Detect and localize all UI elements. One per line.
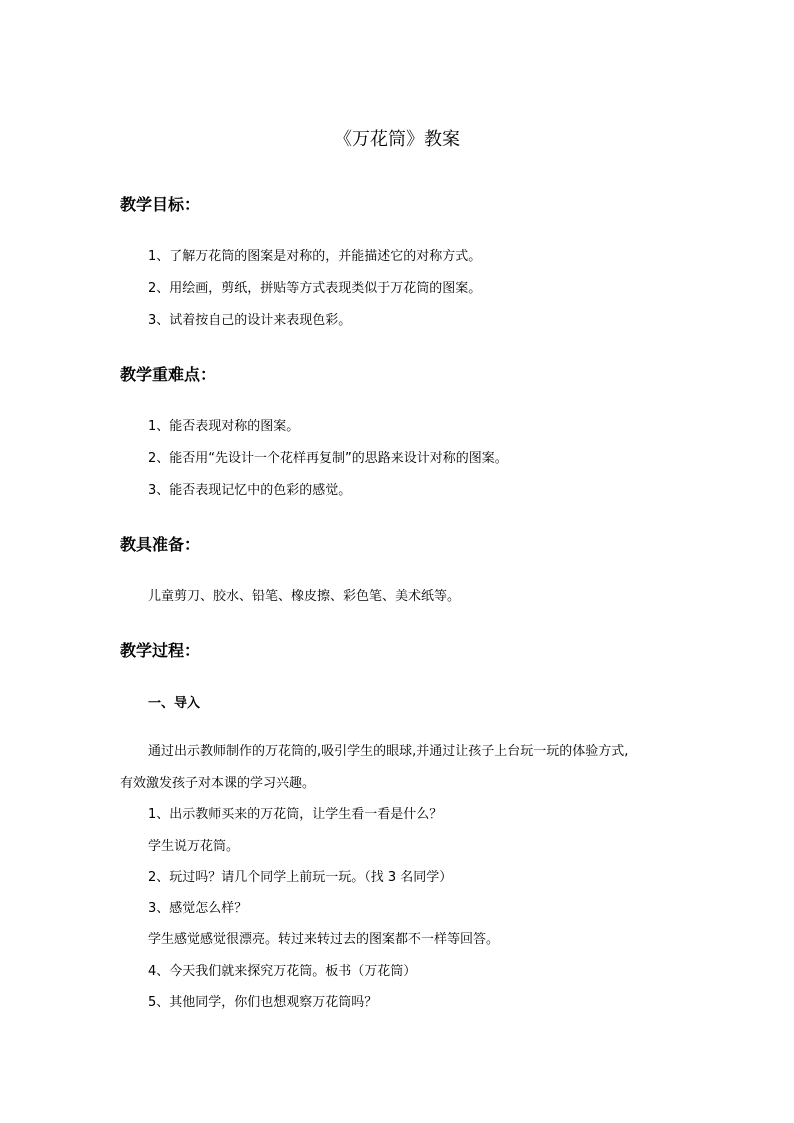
intro-paragraph-line: 通过出示教师制作的万花筒的,吸引学生的眼球,并通过让孩子上台玩一玩的体验方式, bbox=[148, 744, 629, 759]
subsection-heading-intro: 一、导入 bbox=[148, 696, 201, 711]
process-line: 学生说万花筒。 bbox=[148, 839, 240, 854]
process-line: 学生感觉感觉很漂亮。转过来转过去的图案都不一样等回答。 bbox=[148, 932, 500, 947]
section-heading-materials: 教具准备： bbox=[120, 535, 201, 554]
section-heading-difficulties: 教学重难点： bbox=[120, 365, 217, 384]
process-line: 3、感觉怎么样？ bbox=[148, 901, 248, 916]
difficulty-item: 2、能否用“先设计一个花样再复制”的思路来设计对称的图案。 bbox=[148, 451, 508, 466]
difficulty-item: 3、能否表现记忆中的色彩的感觉。 bbox=[148, 483, 352, 498]
intro-paragraph-line: 有效激发孩子对本课的学习兴趣。 bbox=[120, 776, 316, 791]
goal-item: 2、用绘画，剪纸，拼贴等方式表现类似于万花筒的图案。 bbox=[148, 281, 482, 296]
section-heading-process: 教学过程： bbox=[120, 641, 201, 660]
goal-item: 3、试着按自己的设计来表现色彩。 bbox=[148, 313, 352, 328]
document-title: 《万花筒》教案 bbox=[334, 129, 460, 150]
process-line: 2、玩过吗？请几个同学上前玩一玩。（找 3 名同学） bbox=[148, 870, 453, 885]
section-heading-goals: 教学目标： bbox=[120, 195, 201, 214]
process-line: 5、其他同学，你们也想观察万花筒吗？ bbox=[148, 995, 378, 1010]
materials-text: 儿童剪刀、胶水、铅笔、橡皮擦、彩色笔、美术纸等。 bbox=[148, 589, 461, 604]
goal-item: 1、了解万花筒的图案是对称的，并能描述它的对称方式。 bbox=[148, 249, 482, 264]
difficulty-item: 1、能否表现对称的图案。 bbox=[148, 419, 300, 434]
process-line: 1、出示教师买来的万花筒，让学生看一看是什么？ bbox=[148, 807, 443, 822]
process-line: 4、今天我们就来探究万花筒。板书（万花筒） bbox=[148, 964, 417, 979]
